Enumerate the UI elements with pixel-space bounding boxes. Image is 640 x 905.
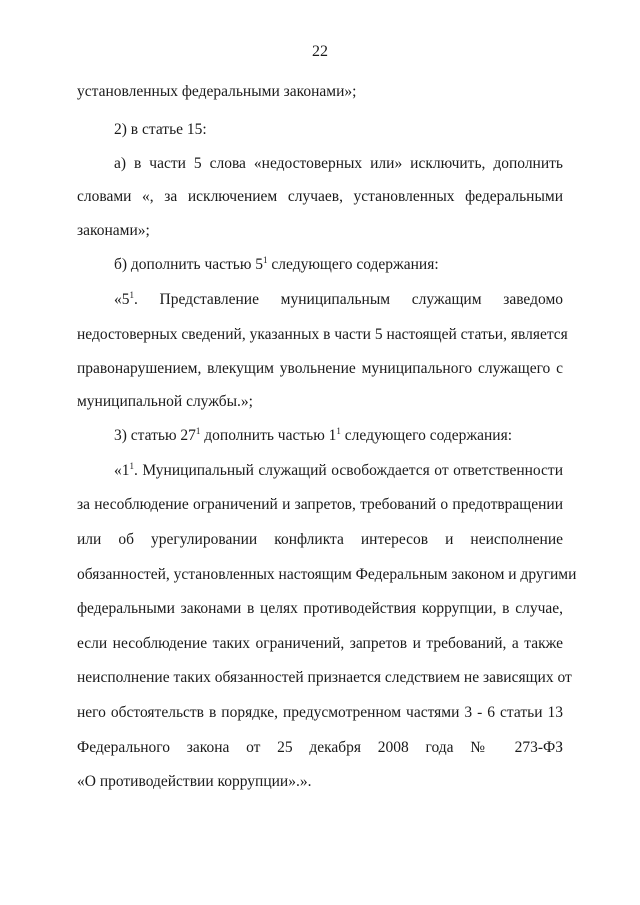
text-line: Федерального закона от 25 декабря 2008 года № 273-ФЗ (77, 739, 563, 756)
text-line: словами «, за исключением случаев, установленных федеральными (77, 188, 563, 205)
text-line: «О противодействии коррупции».». (77, 773, 312, 790)
text-line: обязанностей, установленных настоящим Федеральным законом и другими (77, 566, 577, 583)
text-line: федеральными законами в целях противодействия коррупции, в случае, (77, 600, 563, 617)
text-line: 3) статью $27^1$ дополнить частью $1^1$ следующего содержания: (114, 426, 513, 444)
text-line: за несоблюдение ограничений и запретов, требований о предотвращении (77, 496, 563, 513)
text-line: законами»; (77, 222, 150, 239)
text-line: если несоблюдение таких ограничений, запретов и требований, а также (77, 635, 563, 652)
text-line: него обстоятельств в порядке, предусмотренном частями 3 - 6 статьи 13 (77, 704, 563, 721)
text-line: установленных федеральными законами»; (77, 83, 357, 100)
text-line: неисполнение таких обязанностей признается следствием не зависящих от (77, 669, 572, 686)
page-number: 22 (312, 43, 328, 60)
text-line: недостоверных сведений, указанных в части 5 настоящей статьи, является (77, 326, 568, 343)
text-line: «$1^1$. Муниципальный служащий освобождается от ответственности (114, 461, 563, 479)
text-line: а) в части 5 слова «недостоверных или» исключить, дополнить (114, 155, 563, 172)
text-line: муниципальной службы.»; (77, 393, 253, 410)
text-line: правонарушением, влекущим увольнение муниципального служащего с (77, 360, 563, 377)
text-line: б) дополнить частью $5^1$ следующего содержания: (114, 255, 439, 273)
text-line: «$5^1$. Представление муниципальным служащим заведомо (114, 290, 563, 308)
text-line: или об урегулировании конфликта интересов и неисполнение (77, 531, 563, 548)
text-line: 2) в статье 15: (114, 121, 207, 138)
